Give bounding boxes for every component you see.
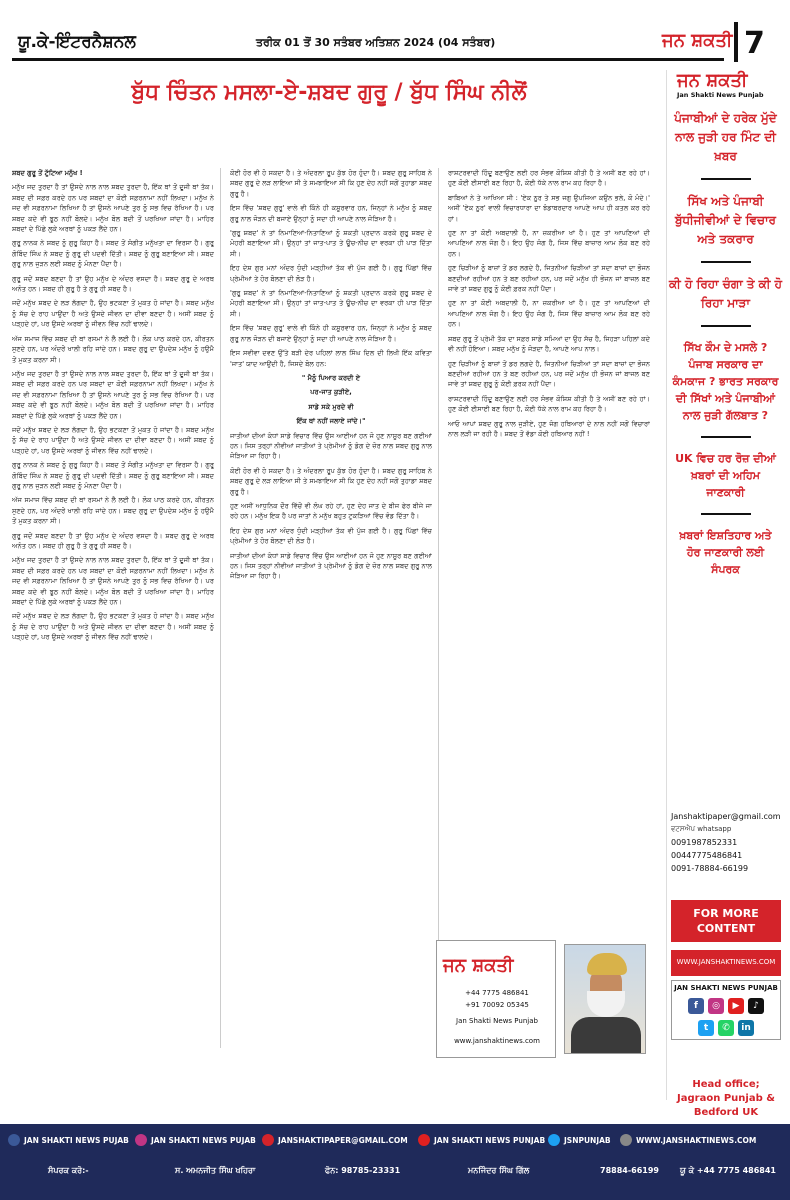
paragraph: ਗੁਰੂ ਜਦੋਂ ਸ਼ਬਦ ਬਣਦਾ ਹੈ ਤਾਂ ਉਹ ਮਨੁੱਖ ਦੇ ਅੰਦਰ ਵਸਦਾ ਹੈ। ਸ਼ਬਦ ਗੁਰੂ ਦੇ ਅਰਥ ਅਨੰਤ ਹਨ। ਸ਼ਬਦ ਹੀ ਗੁਰੂ ਹੈ ਤੇ ਗੁਰੂ ਹੀ ਸ਼ਬਦ ਹੈ। bbox=[12, 531, 214, 550]
column-divider bbox=[438, 168, 439, 1048]
paragraph: ਰਾਸ਼ਟਰਵਾਦੀ ਹਿੰਦੂ ਬਣਾਉਣ ਲਈ ਹਰ ਸੰਭਵ ਕੋਸ਼ਿਸ਼ ਕੀਤੀ ਹੈ ਤੇ ਅਸੀਂ ਬਣ ਰਹੇ ਹਾਂ। ਹੁਣ ਕੋਈ ਈਸਾਈ ਬਣ ਰਿਹਾ ਹੈ, ਕੋਈ ਧੱਕੇ ਨਾਲ ਰਾਮ ਕਹ ਰਿਹਾ ਹੈ। bbox=[448, 169, 650, 188]
paragraph: ਇਸ ਵਿੱਚ 'ਸ਼ਬਦ ਗੁਰੂ' ਵਾਲੇ ਵੀ ਕਿੰਨੇ ਹੀ ਕਸੂਰਵਾਰ ਹਨ, ਜਿਨ੍ਹਾਂ ਨੇ ਮਨੁੱਖ ਨੂੰ ਸ਼ਬਦ ਗੁਰੂ ਨਾਲ ਜੋੜਨ ਦੀ ਬਜਾਏ ਉਨ੍ਹਾਂ ਨੂੰ ਸਦਾ ਹੀ ਆਪਣੇ ਨਾਲ ਜੋੜਿਆ ਹੈ। bbox=[230, 204, 432, 223]
ad-phone: +91 70092 05345 bbox=[465, 1001, 529, 1009]
paragraph: 'ਗੁਰੂ ਸ਼ਬਦ' ਨੇ ਤਾਂ ਨਿਮਾਣਿਆਂ-ਨਿਤਾਣਿਆਂ ਨੂੰ ਸ਼ਕਤੀ ਪ੍ਰਦਾਨ ਕਰਕੇ ਗੁਰੂ ਸ਼ਬਦ ਦੇ ਮੋਹਰੀ ਬਣਾਇਆ ਸੀ। ਉਨ੍ਹਾਂ ਤਾਂ ਜਾਤ-ਪਾਤ ਤੇ ਊਚ-ਨੀਚ ਦਾ ਵਰਕਾ ਹੀ ਪਾੜ ਦਿੱਤਾ ਸੀ। bbox=[230, 229, 432, 258]
contact-info bbox=[671, 808, 781, 877]
paragraph: ਹੁਣ ਚਿੜੀਆਂ ਨੂੰ ਬਾਜ਼ਾਂ ਤੋਂ ਡਰ ਲਗਦੇ ਹੈ, ਜਿਤਨੀਆਂ ਚਿੜੀਆਂ ਤਾਂ ਸਦਾ ਬਾਜ਼ਾਂ ਦਾ ਭੋਜਨ ਬਣਦੀਆਂ ਰਹੀਆਂ ਹਨ ਤੇ ਬਣ ਰਹੀਆਂ ਹਨ, ਪਰ ਜਦੋਂ ਮਨੁੱਖ ਹੀ ਭੋਜਨ ਜਾਂ ਬਾਜਲ ਬਣ ਜਾਵੇ ਤਾਂ ਸ਼ਬਦ ਗੁਰੂ ਨੂੰ ਕੋਈ ਫ਼ਰਕ ਨਹੀਂ ਪੈਂਦਾ। bbox=[448, 359, 650, 389]
paragraph: ਗੁਰੂ ਜਦੋਂ ਸ਼ਬਦ ਬਣਦਾ ਹੈ ਤਾਂ ਉਹ ਮਨੁੱਖ ਦੇ ਅੰਦਰ ਵਸਦਾ ਹੈ। ਸ਼ਬਦ ਗੁਰੂ ਦੇ ਅਰਥ ਅਨੰਤ ਹਨ। ਸ਼ਬਦ ਹੀ ਗੁਰੂ ਹੈ ਤੇ ਗੁਰੂ ਹੀ ਸ਼ਬਦ ਹੈ। bbox=[12, 274, 214, 294]
author-photo bbox=[564, 944, 646, 1054]
ad-phone: +44 7775 486841 bbox=[465, 989, 529, 997]
paragraph: ਮਨੁੱਖ ਜਦ ਤੁਰਦਾ ਹੈ ਤਾਂ ਉਸਦੇ ਨਾਲ ਨਾਲ ਸ਼ਬਦ ਤੁਰਦਾ ਹੈ, ਇੱਕ ਥਾਂ ਤੋਂ ਦੂਜੀ ਥਾਂ ਤੱਕ। ਸ਼ਬਦ ਦੀ ਸਫ਼ਰ ਕਰਦੇ ਹਨ ਪਰ ਸ਼ਬਦਾਂ ਦਾ ਕੋਈ ਸਫ਼ਰਨਾਮਾ ਨਹੀਂ ਲਿਖਦਾ। ਮਨੁੱਖ ਨੇ ਜਦ ਵੀ ਸਫ਼ਰਨਾਮਾ ਲਿਖਿਆ ਹੈ ਤਾਂ ਉਸਨੇ ਆਪਣੇ ਤੁਰ ਨੂੰ ਸਭ ਵਿਚ ਰੱਖਿਆ ਹੈ। ਪਰ ਸ਼ਬਦ ਕਦੇ ਵੀ ਝੂਠ ਨਹੀਂ ਬੋਲਦੇ। ਮਨੁੱਖ ਬੋਲ ਬਦੀ ਤੋਂ ਪਰਖਿਆ ਜਾਂਦਾ ਹੈ। ਮਾਹਿਰ ਸ਼ਬਦਾਂ ਦੇ ਪਿੱਛੇ ਲੁਕੇ ਅਰਥਾਂ ਨੂੰ ਪਕੜ ਲੈਂਦੇ ਹਨ। bbox=[12, 183, 214, 234]
article-column-1 bbox=[12, 168, 214, 1048]
paragraph: ਹੁਣ ਨਾ ਤਾਂ ਕੋਈ ਅਬਦਾਲੀ ਹੈ, ਨਾ ਜ਼ਕਰੀਆ ਖਾਂ ਹੈ। ਹੁਣ ਤਾਂ ਆਪਣਿਆਂ ਦੀ ਆਪਣਿਆਂ ਨਾਲ ਜੰਗ ਹੈ। ਇਹ ਉਹ ਜੰਗ ਹੈ, ਜਿਸ ਵਿੱਚ ਬਾਜ਼ਾਰ ਆਮ ਲੋਕ ਬਣ ਰਹੇ ਹਨ। bbox=[448, 299, 650, 329]
twitter-icon bbox=[548, 1134, 560, 1146]
paragraph: ਜਾਤੀਆਂ ਦੀਆਂ ਕੰਧਾਂ ਸਾਡੇ ਵਿਚਾਰ ਵਿੱਚ ਉਸ ਆਈਆਂ ਹਨ ਜੋ ਹੁਣ ਨਾਸੂਰ ਬਣ ਗਈਆਂ ਹਨ। ਜਿਸ ਤਰ੍ਹਾਂ ਨੀਵੀਆਂ ਜਾਤੀਆਂ ਤੇ ਪ੍ਰੇਮੀਆਂ ਨੂੰ ਡੰਗ ਦੇ ਜ਼ੋਰ ਨਾਲ ਸ਼ਬਦ ਗੁਰੂ ਨਾਲ ਜੋੜਿਆ ਜਾ ਰਿਹਾ ਹੈ। bbox=[230, 431, 432, 461]
manager-name: ਮਨਜਿੰਦਰ ਸਿੰਘ ਗਿੱਲ bbox=[468, 1166, 530, 1175]
sidebar-promo: ਸਿੱਖ ਕੌਮ ਦੇ ਮਸਲੇ ? ਪੰਜਾਬ ਸਰਕਾਰ ਦਾ ਕੰਮਕਾਜ ? ਭਾਰਤ ਸਰਕਾਰ ਦੀ ਸਿੱਖਾਂ ਅਤੇ ਪੰਜਾਬੀਆਂ ਨਾਲ ਜੁੜੀ ਗੱਲਬਾਤ ? bbox=[672, 341, 779, 422]
paragraph: ਜਦੋਂ ਮਨੁੱਖ ਸ਼ਬਦ ਦੇ ਲੜ ਲੱਗਦਾ ਹੈ, ਉਹ ਭਟਕਣਾ ਤੋਂ ਮੁਕਤ ਹੋ ਜਾਂਦਾ ਹੈ। ਸ਼ਬਦ ਮਨੁੱਖ ਨੂੰ ਸੱਚ ਦੇ ਰਾਹ ਪਾਉਂਦਾ ਹੈ ਅਤੇ ਉਸਦੇ ਜੀਵਨ ਦਾ ਦੀਵਾ ਬਣਦਾ ਹੈ। ਅਸੀਂ ਸ਼ਬਦ ਨੂੰ ਪੜ੍ਹਦੇ ਹਾਂ, ਪਰ ਉਸਦੇ ਅਰਥਾਂ ਨੂੰ ਜੀਵਨ ਵਿੱਚ ਨਹੀਂ ਢਾਲਦੇ। bbox=[12, 612, 214, 642]
issue-date: ਤਰੀਕ 01 ਤੋਂ 30 ਸਤੰਬਰ ਅਤਿਸ਼ਨ 2024 (04 ਸਤੰਬਰ) bbox=[256, 36, 496, 49]
paragraph: ਰਾਸ਼ਟਰਵਾਦੀ ਹਿੰਦੂ ਬਣਾਉਣ ਲਈ ਹਰ ਸੰਭਵ ਕੋਸ਼ਿਸ਼ ਕੀਤੀ ਹੈ ਤੇ ਅਸੀਂ ਬਣ ਰਹੇ ਹਾਂ। ਹੁਣ ਕੋਈ ਈਸਾਈ ਬਣ ਰਿਹਾ ਹੈ, ਕੋਈ ਧੱਕੇ ਨਾਲ ਰਾਮ ਕਹ ਰਿਹਾ ਹੈ। bbox=[448, 394, 650, 414]
tiktok-icon[interactable]: ♪ bbox=[748, 998, 764, 1014]
divider bbox=[701, 436, 751, 438]
newspaper-ad bbox=[436, 940, 556, 1058]
paragraph: ਬਾਬਿਆਂ ਨੇ ਤੇ ਆਖਿਆ ਸੀ : 'ਏਕ ਨੂਰ ਤੇ ਸਭ ਜਗੁ ਉਪਜਿਆ ਕਉਨ ਭਲੇ, ਕੋ ਮੰਦੇ।' ਅਸੀਂ 'ਏਕ ਨੂਰ' ਵਾਲੀ ਵਿਚਾਰਧਾਰਾ ਦਾ ਝੰਡਾਬਰਦਾਰ ਆਪਣੇ ਆਪ ਹੀ ਕਤਲ ਕਰ ਰਹੇ ਹਾਂ। bbox=[448, 193, 650, 223]
paragraph: ਗੁਰੂ ਨਾਨਕ ਨੇ ਸ਼ਬਦ ਨੂੰ ਗੁਰੂ ਕਿਹਾ ਹੈ। ਸ਼ਬਦ ਤੋਂ ਸੰਗੀਤ ਮਨੁੱਖਤਾ ਦਾ ਵਿਰਸਾ ਹੈ। ਗੁਰੂ ਗੋਬਿੰਦ ਸਿੰਘ ਨੇ ਸ਼ਬਦ ਨੂੰ ਗੁਰੂ ਦੀ ਪਦਵੀ ਦਿੱਤੀ। ਸ਼ਬਦ ਨੂੰ ਗੁਰੂ ਬਣਾਇਆ ਸੀ। ਸ਼ਬਦ ਗੁਰੂ ਨਾਲ ਜੁੜਨ ਲਈ ਸ਼ਬਦ ਨੂੰ ਮੰਨਣਾ ਪੈਂਦਾ ਹੈ। bbox=[12, 461, 214, 490]
youtube-icon[interactable]: ▶ bbox=[728, 998, 744, 1014]
paragraph: ਕੋਈ ਹੋਰ ਵੀ ਹੋ ਸਕਦਾ ਹੈ। ਤੇ ਅੰਦਰਲਾ ਰੂਪ ਕੁੱਝ ਹੋਰ ਹੁੰਦਾ ਹੈ। ਸ਼ਬਦ ਗੁਰੂ ਸਾਹਿਬ ਨੇ ਸ਼ਬਦ ਗੁਰੂ ਦੇ ਲੜ ਲਾਇਆ ਸੀ ਤੇ ਸਮਝਾਇਆ ਸੀ ਕਿ ਹੁਣ ਦੇਹ ਨਹੀਂ ਸਗੋਂ ਤੁਹਾਡਾ ਸ਼ਬਦ ਗੁਰੂ ਹੈ। bbox=[230, 169, 432, 198]
paragraph: ਇਹ ਦੇਸ਼ ਗੁਰ ਮਨਾਂ ਅੰਦਰ ਧੁੰਦੀ ਮੜ੍ਹੀਆਂ ਤੱਕ ਵੀ ਪੁੱਜ ਗਈ ਹੈ। ਗੁਰੂ ਪਿੱਛਾਂ ਵਿੱਚ ਪ੍ਰੇਮੀਆਂ ਤੇ ਹੋਰ ਬੋਲਣਾ ਦੀ ਲੋੜ ਹੈ। bbox=[230, 264, 432, 283]
page-header bbox=[0, 0, 790, 61]
footer-link[interactable]: JAN SHAKTI NEWS PUJAB bbox=[135, 1134, 256, 1146]
divider bbox=[701, 261, 751, 263]
author-block bbox=[436, 940, 646, 1060]
paragraph: ਜਦੋਂ ਮਨੁੱਖ ਸ਼ਬਦ ਦੇ ਲੜ ਲੱਗਦਾ ਹੈ, ਉਹ ਭਟਕਣਾ ਤੋਂ ਮੁਕਤ ਹੋ ਜਾਂਦਾ ਹੈ। ਸ਼ਬਦ ਮਨੁੱਖ ਨੂੰ ਸੱਚ ਦੇ ਰਾਹ ਪਾਉਂਦਾ ਹੈ ਅਤੇ ਉਸਦੇ ਜੀਵਨ ਦਾ ਦੀਵਾ ਬਣਦਾ ਹੈ। ਅਸੀਂ ਸ਼ਬਦ ਨੂੰ ਪੜ੍ਹਦੇ ਹਾਂ, ਪਰ ਉਸਦੇ ਅਰਥਾਂ ਨੂੰ ਜੀਵਨ ਵਿੱਚ ਨਹੀਂ ਢਾਲਦੇ। bbox=[12, 425, 214, 455]
poem-line: ਸਾਡੇ ਸਕੇ ਮੁਰਦੇ ਵੀ bbox=[308, 402, 354, 411]
divider bbox=[701, 513, 751, 515]
phone-number: 0091-78884-66199 bbox=[671, 864, 749, 873]
paragraph: ਕੋਈ ਹੋਰ ਵੀ ਹੋ ਸਕਦਾ ਹੈ। ਤੇ ਅੰਦਰਲਾ ਰੂਪ ਕੁੱਝ ਹੋਰ ਹੁੰਦਾ ਹੈ। ਸ਼ਬਦ ਗੁਰੂ ਸਾਹਿਬ ਨੇ ਸ਼ਬਦ ਗੁਰੂ ਦੇ ਲੜ ਲਾਇਆ ਸੀ ਤੇ ਸਮਝਾਇਆ ਸੀ ਕਿ ਹੁਣ ਦੇਹ ਨਹੀਂ ਸਗੋਂ ਤੁਹਾਡਾ ਸ਼ਬਦ ਗੁਰੂ ਹੈ। bbox=[230, 466, 432, 496]
uk-phone: ਯੂ ਕੇ +44 7775 486841 bbox=[680, 1166, 776, 1175]
whatsapp-label: ਵਟਸਐਪ whatsapp bbox=[671, 825, 732, 833]
sidebar-promo: ਪੰਜਾਬੀਆਂ ਦੇ ਹਰੇਕ ਮੁੱਦੇ ਨਾਲ ਜੁੜੀ ਹਰ ਮਿੰਟ ਦੀ ਖ਼ਬਰ bbox=[674, 111, 777, 163]
poem-line: ਇੱਕ ਥਾਂ ਨਹੀਂ ਜਲਾਏ ਜਾਂਦੇ।" bbox=[296, 417, 366, 426]
paragraph: ਗੁਰੂ ਨਾਨਕ ਨੇ ਸ਼ਬਦ ਨੂੰ ਗੁਰੂ ਕਿਹਾ ਹੈ। ਸ਼ਬਦ ਤੋਂ ਸੰਗੀਤ ਮਨੁੱਖਤਾ ਦਾ ਵਿਰਸਾ ਹੈ। ਗੁਰੂ ਗੋਬਿੰਦ ਸਿੰਘ ਨੇ ਸ਼ਬਦ ਨੂੰ ਗੁਰੂ ਦੀ ਪਦਵੀ ਦਿੱਤੀ। ਸ਼ਬਦ ਨੂੰ ਗੁਰੂ ਬਣਾਇਆ ਸੀ। ਸ਼ਬਦ ਗੁਰੂ ਨਾਲ ਜੁੜਨ ਲਈ ਸ਼ਬਦ ਨੂੰ ਮੰਨਣਾ ਪੈਂਦਾ ਹੈ। bbox=[12, 239, 214, 269]
ad-website: www.janshaktinews.com bbox=[454, 1037, 540, 1045]
article-column-3 bbox=[448, 168, 650, 928]
footer-link[interactable]: WWW.JANSHAKTINEWS.COM bbox=[620, 1134, 756, 1146]
article-body bbox=[12, 168, 652, 1048]
social-label: JAN SHAKTI NEWS PUNJAB bbox=[674, 984, 778, 992]
paragraph: ਇਸ ਵਿੱਚ 'ਸ਼ਬਦ ਗੁਰੂ' ਵਾਲੇ ਵੀ ਕਿੰਨੇ ਹੀ ਕਸੂਰਵਾਰ ਹਨ, ਜਿਨ੍ਹਾਂ ਨੇ ਮਨੁੱਖ ਨੂੰ ਸ਼ਬਦ ਗੁਰੂ ਨਾਲ ਜੋੜਨ ਦੀ ਬਜਾਏ ਉਨ੍ਹਾਂ ਨੂੰ ਸਦਾ ਹੀ ਆਪਣੇ ਨਾਲ ਜੋੜਿਆ ਹੈ। bbox=[230, 324, 432, 343]
footer-link[interactable]: JAN SHAKTI NEWS PUJAB bbox=[8, 1134, 129, 1146]
facebook-icon[interactable]: f bbox=[688, 998, 704, 1014]
youtube-icon bbox=[418, 1134, 430, 1146]
page-number: 7 bbox=[744, 26, 765, 61]
paragraph: ਇਹ ਦੇਸ਼ ਗੁਰ ਮਨਾਂ ਅੰਦਰ ਧੁੰਦੀ ਮੜ੍ਹੀਆਂ ਤੱਕ ਵੀ ਪੁੱਜ ਗਈ ਹੈ। ਗੁਰੂ ਪਿੱਛਾਂ ਵਿੱਚ ਪ੍ਰੇਮੀਆਂ ਤੇ ਹੋਰ ਬੋਲਣਾ ਦੀ ਲੋੜ ਹੈ। bbox=[230, 526, 432, 546]
instagram-icon bbox=[135, 1134, 147, 1146]
mail-icon bbox=[262, 1134, 274, 1146]
whatsapp-number: 0091987852331 bbox=[671, 838, 738, 847]
sidebar-promo: ਕੀ ਹੋ ਰਿਹਾ ਚੰਗਾ ਤੇ ਕੀ ਹੋ ਰਿਹਾ ਮਾੜਾ bbox=[668, 277, 783, 310]
sidebar-promo: ਸਿੱਖ ਅਤੇ ਪੰਜਾਬੀ ਬੁੱਧੀਜੀਵੀਆਂ ਦੇ ਵਿਚਾਰ ਅਤੇ ਤਕਰਾਰ bbox=[675, 194, 776, 246]
sidebar-promo: ਖ਼ਬਰਾਂ ਇਸ਼ਤਿਹਾਰ ਅਤੇ ਹੋਰ ਜਾਣਕਾਰੀ ਲਈ ਸੰਪਰਕ bbox=[679, 529, 772, 576]
divider bbox=[701, 325, 751, 327]
twitter-icon[interactable]: t bbox=[698, 1020, 714, 1036]
footer-link[interactable]: JAN SHAKTI NEWS PUNJAB bbox=[418, 1134, 545, 1146]
paragraph: ਹੁਣ ਅਸੀਂ ਆਧੁਨਿਕ ਦੌਰ ਵਿੱਚੋਂ ਵੀ ਲੰਘ ਰਹੇ ਹਾਂ, ਹੁਣ ਦੇਹ ਜਾਤ ਦੇ ਬੀਜ ਫੇਰ ਬੀਜੇ ਜਾ ਰਹੇ ਹਨ। ਮਨੁੱਖ ਇਕ ਹੈ ਪਰ ਜਾਤਾਂ ਨੇ ਮਨੁੱਖ ਬਹੁਤ ਟੁਕੜਿਆਂ ਵਿੱਚ ਵੰਡ ਦਿੱਤਾ ਹੈ। bbox=[230, 501, 432, 521]
head-office: Head office; Jagraon Punjab & Bedford UK bbox=[677, 1079, 775, 1118]
paragraph: ਹੁਣ ਚਿੜੀਆਂ ਨੂੰ ਬਾਜ਼ਾਂ ਤੋਂ ਡਰ ਲਗਦੇ ਹੈ, ਜਿਤਨੀਆਂ ਚਿੜੀਆਂ ਤਾਂ ਸਦਾ ਬਾਜ਼ਾਂ ਦਾ ਭੋਜਨ ਬਣਦੀਆਂ ਰਹੀਆਂ ਹਨ ਤੇ ਬਣ ਰਹੀਆਂ ਹਨ, ਪਰ ਜਦੋਂ ਮਨੁੱਖ ਹੀ ਭੋਜਨ ਜਾਂ ਬਾਜਲ ਬਣ ਜਾਵੇ ਤਾਂ ਸ਼ਬਦ ਗੁਰੂ ਨੂੰ ਕੋਈ ਫ਼ਰਕ ਨਹੀਂ ਪੈਂਦਾ। bbox=[448, 264, 650, 294]
paragraph: ਅੱਜ ਸਮਾਜ ਵਿੱਚ ਸ਼ਬਦ ਦੀ ਥਾਂ ਰਸਮਾਂ ਨੇ ਲੈ ਲਈ ਹੈ। ਲੋਕ ਪਾਠ ਕਰਦੇ ਹਨ, ਕੀਰਤਨ ਸੁਣਦੇ ਹਨ, ਪਰ ਅੰਦਰੋਂ ਖਾਲੀ ਰਹਿ ਜਾਂਦੇ ਹਨ। ਸ਼ਬਦ ਗੁਰੂ ਦਾ ਉਪਦੇਸ਼ ਮਨੁੱਖ ਨੂੰ ਹਉਮੈ ਤੋਂ ਮੁਕਤ ਕਰਨਾ ਸੀ। bbox=[12, 496, 214, 526]
ad-tagline: Jan Shakti News Punjab bbox=[456, 1017, 538, 1025]
article-headline: ਬੁੱਧ ਚਿੰਤਨ ਮਸਲਾ-ਏ-ਸ਼ਬਦ ਗੁਰੂ / ਬੁੱਧ ਸਿੰਘ ਨੀਲੋਂ bbox=[131, 80, 527, 105]
footer-link[interactable]: JANSHAKTIPAPER@GMAIL.COM bbox=[262, 1134, 408, 1146]
globe-icon bbox=[620, 1134, 632, 1146]
sidebar-brand: ਜਨ ਸ਼ਕਤੀ bbox=[677, 70, 748, 91]
page-footer bbox=[0, 1124, 790, 1200]
paragraph: ਇਸ ਸਵੀਵਾ ਦਵਣ ਉੱਤੇ ਬੜੀ ਦੇਰ ਪਹਿਲਾਂ ਲਾਲ ਸਿੰਘ ਦਿਲ ਦੀ ਲਿਖੀ ਇੱਕ ਕਵਿਤਾ 'ਜਾਤ' ਯਾਦ ਆਉਂਦੀ ਹੈ, ਜਿਸਦੇ ਬੋਲ ਹਨ: bbox=[230, 349, 432, 368]
editor-phone: ਫੋਨ: 98785-23331 bbox=[325, 1166, 401, 1175]
ad-brand: ਜਨ ਸ਼ਕਤੀ bbox=[443, 955, 514, 976]
poem-line: " ਮੈਨੂੰ ਪਿਆਰ ਕਰਦੀ ਏ bbox=[301, 373, 361, 382]
footer-link[interactable]: JSNPUNJAB bbox=[548, 1134, 611, 1146]
paragraph: ਅੱਜ ਸਮਾਜ ਵਿੱਚ ਸ਼ਬਦ ਦੀ ਥਾਂ ਰਸਮਾਂ ਨੇ ਲੈ ਲਈ ਹੈ। ਲੋਕ ਪਾਠ ਕਰਦੇ ਹਨ, ਕੀਰਤਨ ਸੁਣਦੇ ਹਨ, ਪਰ ਅੰਦਰੋਂ ਖਾਲੀ ਰਹਿ ਜਾਂਦੇ ਹਨ। ਸ਼ਬਦ ਗੁਰੂ ਦਾ ਉਪਦੇਸ਼ ਮਨੁੱਖ ਨੂੰ ਹਉਮੈ ਤੋਂ ਮੁਕਤ ਕਰਨਾ ਸੀ। bbox=[12, 334, 214, 364]
header-divider bbox=[734, 22, 738, 62]
paragraph: ਮਨੁੱਖ ਜਦ ਤੁਰਦਾ ਹੈ ਤਾਂ ਉਸਦੇ ਨਾਲ ਨਾਲ ਸ਼ਬਦ ਤੁਰਦਾ ਹੈ, ਇੱਕ ਥਾਂ ਤੋਂ ਦੂਜੀ ਥਾਂ ਤੱਕ। ਸ਼ਬਦ ਦੀ ਸਫ਼ਰ ਕਰਦੇ ਹਨ ਪਰ ਸ਼ਬਦਾਂ ਦਾ ਕੋਈ ਸਫ਼ਰਨਾਮਾ ਨਹੀਂ ਲਿਖਦਾ। ਮਨੁੱਖ ਨੇ ਜਦ ਵੀ ਸਫ਼ਰਨਾਮਾ ਲਿਖਿਆ ਹੈ ਤਾਂ ਉਸਨੇ ਆਪਣੇ ਤੁਰ ਨੂੰ ਸਭ ਵਿਚ ਰੱਖਿਆ ਹੈ। ਪਰ ਸ਼ਬਦ ਕਦੇ ਵੀ ਝੂਠ ਨਹੀਂ ਬੋਲਦੇ। ਮਨੁੱਖ ਬੋਲ ਬਦੀ ਤੋਂ ਪਰਖਿਆ ਜਾਂਦਾ ਹੈ। ਮਾਹਿਰ ਸ਼ਬਦਾਂ ਦੇ ਪਿੱਛੇ ਲੁਕੇ ਅਰਥਾਂ ਨੂੰ ਪਕੜ ਲੈਂਦੇ ਹਨ। bbox=[12, 556, 214, 607]
contact-label: ਸੰਪਰਕ ਕਰੋ:- bbox=[48, 1166, 89, 1175]
editor-name: ਸ. ਅਮਨਜੀਤ ਸਿੰਘ ਖਹਿਰਾ bbox=[175, 1166, 256, 1175]
paragraph: ਹੁਣ ਨਾ ਤਾਂ ਕੋਈ ਅਬਦਾਲੀ ਹੈ, ਨਾ ਜ਼ਕਰੀਆ ਖਾਂ ਹੈ। ਹੁਣ ਤਾਂ ਆਪਣਿਆਂ ਦੀ ਆਪਣਿਆਂ ਨਾਲ ਜੰਗ ਹੈ। ਇਹ ਉਹ ਜੰਗ ਹੈ, ਜਿਸ ਵਿੱਚ ਬਾਜ਼ਾਰ ਆਮ ਲੋਕ ਬਣ ਰਹੇ ਹਨ। bbox=[448, 229, 650, 258]
website-link[interactable]: WWW.JANSHAKTINEWS.COM bbox=[671, 950, 781, 976]
paragraph: ਮਨੁੱਖ ਜਦ ਤੁਰਦਾ ਹੈ ਤਾਂ ਉਸਦੇ ਨਾਲ ਨਾਲ ਸ਼ਬਦ ਤੁਰਦਾ ਹੈ, ਇੱਕ ਥਾਂ ਤੋਂ ਦੂਜੀ ਥਾਂ ਤੱਕ। ਸ਼ਬਦ ਦੀ ਸਫ਼ਰ ਕਰਦੇ ਹਨ ਪਰ ਸ਼ਬਦਾਂ ਦਾ ਕੋਈ ਸਫ਼ਰਨਾਮਾ ਨਹੀਂ ਲਿਖਦਾ। ਮਨੁੱਖ ਨੇ ਜਦ ਵੀ ਸਫ਼ਰਨਾਮਾ ਲਿਖਿਆ ਹੈ ਤਾਂ ਉਸਨੇ ਆਪਣੇ ਤੁਰ ਨੂੰ ਸਭ ਵਿਚ ਰੱਖਿਆ ਹੈ। ਪਰ ਸ਼ਬਦ ਕਦੇ ਵੀ ਝੂਠ ਨਹੀਂ ਬੋਲਦੇ। ਮਨੁੱਖ ਬੋਲ ਬਦੀ ਤੋਂ ਪਰਖਿਆ ਜਾਂਦਾ ਹੈ। ਮਾਹਿਰ ਸ਼ਬਦਾਂ ਦੇ ਪਿੱਛੇ ਲੁਕੇ ਅਰਥਾਂ ਨੂੰ ਪਕੜ ਲੈਂਦੇ ਹਨ। bbox=[12, 369, 214, 420]
linkedin-icon[interactable]: in bbox=[738, 1020, 754, 1036]
email-link[interactable]: Janshaktipaper@gmail.com bbox=[671, 812, 781, 821]
sidebar bbox=[666, 70, 784, 1118]
whatsapp-number: 00447775486841 bbox=[671, 851, 743, 860]
paragraph: ਜਾਤੀਆਂ ਦੀਆਂ ਕੰਧਾਂ ਸਾਡੇ ਵਿਚਾਰ ਵਿੱਚ ਉਸ ਆਈਆਂ ਹਨ ਜੋ ਹੁਣ ਨਾਸੂਰ ਬਣ ਗਈਆਂ ਹਨ। ਜਿਸ ਤਰ੍ਹਾਂ ਨੀਵੀਆਂ ਜਾਤੀਆਂ ਤੇ ਪ੍ਰੇਮੀਆਂ ਨੂੰ ਡੰਗ ਦੇ ਜ਼ੋਰ ਨਾਲ ਸ਼ਬਦ ਗੁਰੂ ਨਾਲ ਜੋੜਿਆ ਜਾ ਰਿਹਾ ਹੈ। bbox=[230, 551, 432, 581]
sidebar-brand-sub: Jan Shakti News Punjab bbox=[677, 91, 764, 99]
column-divider bbox=[220, 168, 221, 1048]
article-column-2 bbox=[230, 168, 432, 1048]
poem-line: ਪਰ-ਜਾਤ ਕੁੜੀਏ, bbox=[310, 388, 352, 397]
paragraph: ਸ਼ਬਦ ਗੁਰੂ ਤੋਂ ਟੁੱਟਿਆ ਮਨੁੱਖ ! bbox=[12, 169, 83, 177]
divider bbox=[701, 178, 751, 180]
paragraph: ਜਦੋਂ ਮਨੁੱਖ ਸ਼ਬਦ ਦੇ ਲੜ ਲੱਗਦਾ ਹੈ, ਉਹ ਭਟਕਣਾ ਤੋਂ ਮੁਕਤ ਹੋ ਜਾਂਦਾ ਹੈ। ਸ਼ਬਦ ਮਨੁੱਖ ਨੂੰ ਸੱਚ ਦੇ ਰਾਹ ਪਾਉਂਦਾ ਹੈ ਅਤੇ ਉਸਦੇ ਜੀਵਨ ਦਾ ਦੀਵਾ ਬਣਦਾ ਹੈ। ਅਸੀਂ ਸ਼ਬਦ ਨੂੰ ਪੜ੍ਹਦੇ ਹਾਂ, ਪਰ ਉਸਦੇ ਅਰਥਾਂ ਨੂੰ ਜੀਵਨ ਵਿੱਚ ਨਹੀਂ ਢਾਲਦੇ। bbox=[12, 299, 214, 329]
instagram-icon[interactable]: ◎ bbox=[708, 998, 724, 1014]
facebook-icon bbox=[8, 1134, 20, 1146]
section-title: ਯੂ.ਕੇ-ਇੰਟਰਨੈਸ਼ਨਲ bbox=[18, 32, 136, 52]
whatsapp-icon[interactable]: ✆ bbox=[718, 1020, 734, 1036]
sidebar-promo: UK ਵਿਚ ਹਰ ਰੋਜ਼ ਦੀਆਂ ਖ਼ਬਰਾਂ ਦੀ ਅਹਿਮ ਜਾਣਕਾਰੀ bbox=[675, 452, 776, 499]
paragraph: ਸ਼ਬਦ ਗੁਰੂ ਤੋਂ ਪ੍ਰੇਮੀ ਤੱਕ ਦਾ ਸਫ਼ਰ ਸਾਡੇ ਸਮਿਆਂ ਦਾ ਉਹ ਸੱਚ ਹੈ, ਜਿਹੜਾ ਪਹਿਲਾਂ ਕਦੇ ਵੀ ਨਹੀਂ ਹੋਇਆ। ਸ਼ਬਦ ਮਨੁੱਖ ਨੂੰ ਜੋੜਦਾ ਹੈ, ਆਪਣੇ ਆਪ ਨਾਲ। bbox=[448, 334, 650, 354]
brand-logo: ਜਨ ਸ਼ਕਤੀ bbox=[662, 30, 733, 51]
header-rule bbox=[12, 58, 724, 61]
manager-phone: 78884-66199 bbox=[600, 1166, 659, 1175]
social-box bbox=[671, 980, 781, 1040]
more-content-banner: FOR MORE CONTENT bbox=[671, 900, 781, 942]
paragraph: ਆਓ ਆਪਾਂ ਸ਼ਬਦ ਗੁਰੂ ਨਾਲ ਜੁੜੀਏ, ਹੁਣ ਜੰਗ ਹਥਿਆਰਾਂ ਦੇ ਨਾਲ ਨਹੀਂ ਸਗੋਂ ਵਿਚਾਰਾਂ ਨਾਲ ਲੜੀ ਜਾ ਰਹੀ ਹੈ। ਸ਼ਬਦ ਤੋਂ ਵੱਡਾ ਕੋਈ ਹਥਿਆਰ ਨਹੀਂ ! bbox=[448, 419, 650, 438]
paragraph: 'ਗੁਰੂ ਸ਼ਬਦ' ਨੇ ਤਾਂ ਨਿਮਾਣਿਆਂ-ਨਿਤਾਣਿਆਂ ਨੂੰ ਸ਼ਕਤੀ ਪ੍ਰਦਾਨ ਕਰਕੇ ਗੁਰੂ ਸ਼ਬਦ ਦੇ ਮੋਹਰੀ ਬਣਾਇਆ ਸੀ। ਉਨ੍ਹਾਂ ਤਾਂ ਜਾਤ-ਪਾਤ ਤੇ ਊਚ-ਨੀਚ ਦਾ ਵਰਕਾ ਹੀ ਪਾੜ ਦਿੱਤਾ ਸੀ। bbox=[230, 289, 432, 318]
